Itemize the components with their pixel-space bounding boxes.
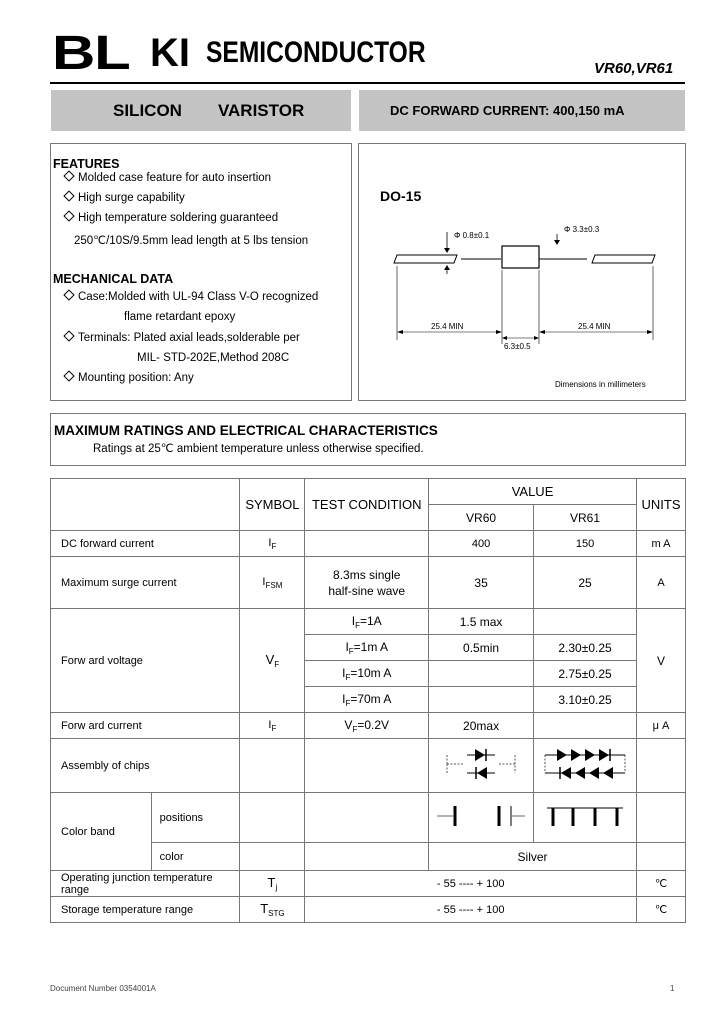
vr61-band-positions (534, 793, 637, 843)
title-varistor: VARISTOR (217, 100, 305, 120)
table-row (51, 557, 686, 609)
diamond-bullet-icon (63, 170, 74, 181)
value-cell (429, 661, 534, 687)
logo-ki: KI (150, 31, 190, 75)
diamond-bullet-icon (63, 289, 74, 300)
right-lead (592, 255, 655, 263)
feature-item: Molded case feature for auto insertion (63, 172, 271, 184)
param-color-band: Color band (51, 793, 152, 871)
feature-continuation: 250℃/10S/9.5mm lead length at 5 lbs tension (74, 235, 309, 247)
lead-length-right: 25.4 MIN (578, 322, 611, 331)
ratings-subtitle: Ratings at 25℃ ambient temperature unless otherwise specified. (93, 443, 424, 455)
param-surge-current: Maximum surge current (51, 557, 240, 609)
table-row (51, 871, 686, 897)
symbol-cell: $I_F$ (240, 531, 305, 557)
package-box (358, 143, 686, 401)
symbol-cell: $I_{FSM}$ (240, 557, 305, 609)
mechanical-continuation: flame retardant epoxy (124, 311, 236, 323)
dimension-note: Dimensions in millimeters (555, 380, 646, 389)
param-storage-temperature: Storage temperature range (51, 897, 240, 923)
unit-cell: μ A (637, 713, 686, 739)
table-row (51, 609, 686, 635)
lead-diameter: Φ 0.8±0.1 (454, 231, 490, 240)
diamond-bullet-icon (63, 190, 74, 201)
test-condition-cell: $I_F=1m$ A (305, 635, 429, 661)
title-bar-right (359, 90, 685, 131)
table-row (51, 793, 686, 843)
color-value: Silver (429, 843, 637, 871)
header-vr61: VR61 (534, 505, 637, 531)
ratings-title: MAXIMUM RATINGS AND ELECTRICAL CHARACTERISTICS (54, 423, 438, 438)
ratings-box (50, 413, 686, 466)
logo-bl: BL (52, 27, 130, 80)
unit-cell: V (637, 609, 686, 713)
body-diameter: Φ 3.3±0.3 (564, 225, 600, 234)
header-rule (50, 82, 685, 84)
table-row (51, 479, 686, 505)
param-forward-voltage: Forw ard voltage (51, 609, 240, 713)
diamond-bullet-icon (63, 210, 74, 221)
lead-length-left: 25.4 MIN (431, 322, 464, 331)
param-dc-forward-current: DC forward current (51, 531, 240, 557)
value-cell: - 55 ---- + 100 (305, 897, 637, 923)
band-position-icon (537, 801, 633, 831)
vr60-chip-assembly (429, 739, 534, 793)
table-row (51, 897, 686, 923)
value-cell: - 55 ---- + 100 (305, 871, 637, 897)
part-numbers: VR60,VR61 (594, 60, 674, 77)
symbol-cell: $T_{STG}$ (240, 897, 305, 923)
band-position-icon (433, 801, 529, 831)
title-bar-left (51, 90, 351, 131)
param-assembly-of-chips: Assembly of chips (51, 739, 240, 793)
table-row (51, 531, 686, 557)
mechanical-item: Mounting position: Any (63, 372, 194, 384)
diode-pair-icon (439, 744, 523, 784)
color-band-positions-label: positions (151, 793, 240, 843)
diode-body (502, 246, 539, 268)
features-heading: FEATURES (53, 157, 120, 171)
value-cell: 2.75±0.25 (534, 661, 637, 687)
value-cell: 400 (429, 531, 534, 557)
characteristics-table (50, 478, 686, 923)
value-cell (534, 609, 637, 635)
mechanical-heading: MECHANICAL DATA (53, 272, 174, 286)
feature-item: High temperature soldering guaranteed (63, 212, 278, 224)
symbol-cell: $V_F$ (240, 609, 305, 713)
header-symbol: SYMBOL (240, 479, 305, 531)
document-number: Document Number 0354001A (50, 984, 156, 993)
value-cell: 0.5min (429, 635, 534, 661)
test-condition-cell: 8.3ms single half-sine wave (305, 557, 429, 609)
value-cell: 35 (429, 557, 534, 609)
param-forward-current: Forw ard current (51, 713, 240, 739)
mechanical-item: Terminals: Plated axial leads,solderable per (63, 332, 300, 344)
dc-forward-current-title: DC FORWARD CURRENT: 400,150 mA (390, 103, 625, 118)
header-test-condition: TEST CONDITION (305, 479, 429, 531)
color-band-color-label: color (151, 843, 240, 871)
table-row (51, 739, 686, 793)
vr60-band-positions (429, 793, 534, 843)
mechanical-item: Case:Molded with UL-94 Class V-O recognized (63, 291, 318, 303)
value-cell (429, 687, 534, 713)
test-condition-cell: $I_F=10m$ A (305, 661, 429, 687)
company-name: SEMICONDUCTOR (206, 36, 426, 69)
value-cell: 150 (534, 531, 637, 557)
package-name: DO-15 (380, 188, 422, 204)
page-number: 1 (670, 984, 675, 993)
unit-cell: ℃ (637, 897, 686, 923)
features-box (50, 143, 352, 401)
value-cell: 1.5 max (429, 609, 534, 635)
value-cell: 2.30±0.25 (534, 635, 637, 661)
header-units: UNITS (637, 479, 686, 531)
test-condition-cell: $I_F=1A$ (305, 609, 429, 635)
symbol-cell: $T_j$ (240, 871, 305, 897)
vr61-chip-assembly (534, 739, 637, 793)
test-condition-cell: $V_F=0.2V$ (305, 713, 429, 739)
left-lead (394, 255, 457, 263)
unit-cell: ℃ (637, 871, 686, 897)
value-cell: 20max (429, 713, 534, 739)
symbol-cell: $I_F$ (240, 713, 305, 739)
diode-stack-icon (539, 744, 631, 784)
param-operating-temperature: Operating junction temperature range (51, 871, 240, 897)
test-condition-cell: $I_F=70m$ A (305, 687, 429, 713)
package-drawing (359, 144, 685, 400)
value-cell: 25 (534, 557, 637, 609)
title-silicon: SILICON (113, 100, 182, 120)
unit-cell: A (637, 557, 686, 609)
feature-item: High surge capability (63, 192, 185, 204)
body-length: 6.3±0.5 (504, 342, 531, 351)
diamond-bullet-icon (63, 370, 74, 381)
header-vr60: VR60 (429, 505, 534, 531)
mechanical-continuation: MIL- STD-202E,Method 208C (137, 352, 290, 364)
diamond-bullet-icon (63, 330, 74, 341)
table-row (51, 713, 686, 739)
header-value: VALUE (429, 479, 637, 505)
value-cell: 3.10±0.25 (534, 687, 637, 713)
unit-cell: m A (637, 531, 686, 557)
